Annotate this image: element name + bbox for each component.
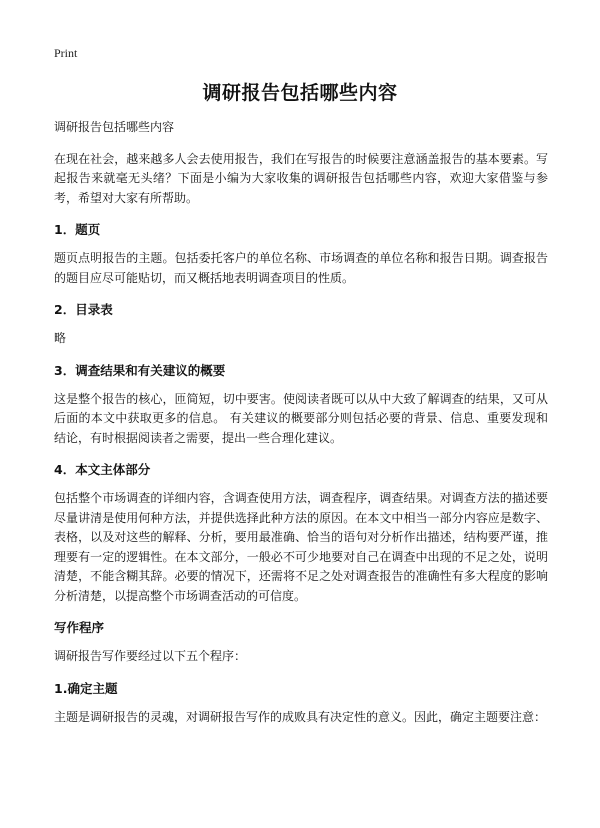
section-heading: 1．题页 bbox=[54, 222, 101, 237]
section-body: 这是整个报告的核心，匝简短，切中要害。使阅读者既可以从中大致了解调查的结果，又可从后面的本文中获取更多的信息。 有关建议的概要部分则包括必要的背景、信息、重要发现和结论，有时根据阅读者之需要，提出一些合理化建议。 bbox=[54, 391, 548, 445]
page-title: 调研报告包括哪些内容 bbox=[202, 82, 398, 104]
document-subtitle: 调研报告包括哪些内容 bbox=[54, 120, 175, 134]
section-body: 略 bbox=[54, 331, 67, 345]
section-heading: 2．目录表 bbox=[54, 302, 113, 317]
section-body: 调研报告写作要经过以下五个程序： bbox=[54, 649, 247, 663]
print-label[interactable]: Print bbox=[54, 46, 78, 60]
section-heading: 1.确定主题 bbox=[54, 680, 118, 696]
section-heading: 3．调查结果和有关建议的概要 bbox=[54, 362, 226, 378]
section-body: 主题是调研报告的灵魂，对调研报告写作的成败具有决定性的意义。因此，确定主题要注意： bbox=[54, 709, 547, 724]
section-heading: 写作程序 bbox=[54, 620, 105, 635]
section-body: 题页点明报告的主题。包括委托客户的单位名称、市场调查的单位名称和报告日期。调查报告的题目应尽可能贴切，而又概括地表明调查项目的性质。 bbox=[54, 251, 548, 285]
section-heading: 4．本文主体部分 bbox=[54, 462, 151, 477]
document-body bbox=[54, 118, 548, 739]
intro-paragraph: 在现在社会，越来越多人会去使用报告，我们在写报告的时候要注意涵盖报告的基本要素。写起报告来就毫无头绪？下面是小编为大家收集的调研报告包括哪些内容，欢迎大家借鉴与参考，希望对大家有所帮助。 bbox=[54, 151, 548, 205]
section-body: 包括整个市场调查的详细内容，含调查使用方法，调查程序，调查结果。对调查方法的描述要尽量讲清是使用何种方法，并提供选择此种方法的原因。在本文中相当一部分内容应是数字、表格，以及对这些的解释、分析，要用最准确、恰当的语句对分析作出描述，结构要严谨，推理要有一定的逻辑性。在本文部分，一般必不可少地要对自己在调查中出现的不足之处，说明清楚，不能含糊其辞。必要的情况下，还需将不足之处对调查报告的准确性有多大程度的影响分析清楚，以提高整个市场调查活动的可信度。 bbox=[54, 491, 548, 603]
